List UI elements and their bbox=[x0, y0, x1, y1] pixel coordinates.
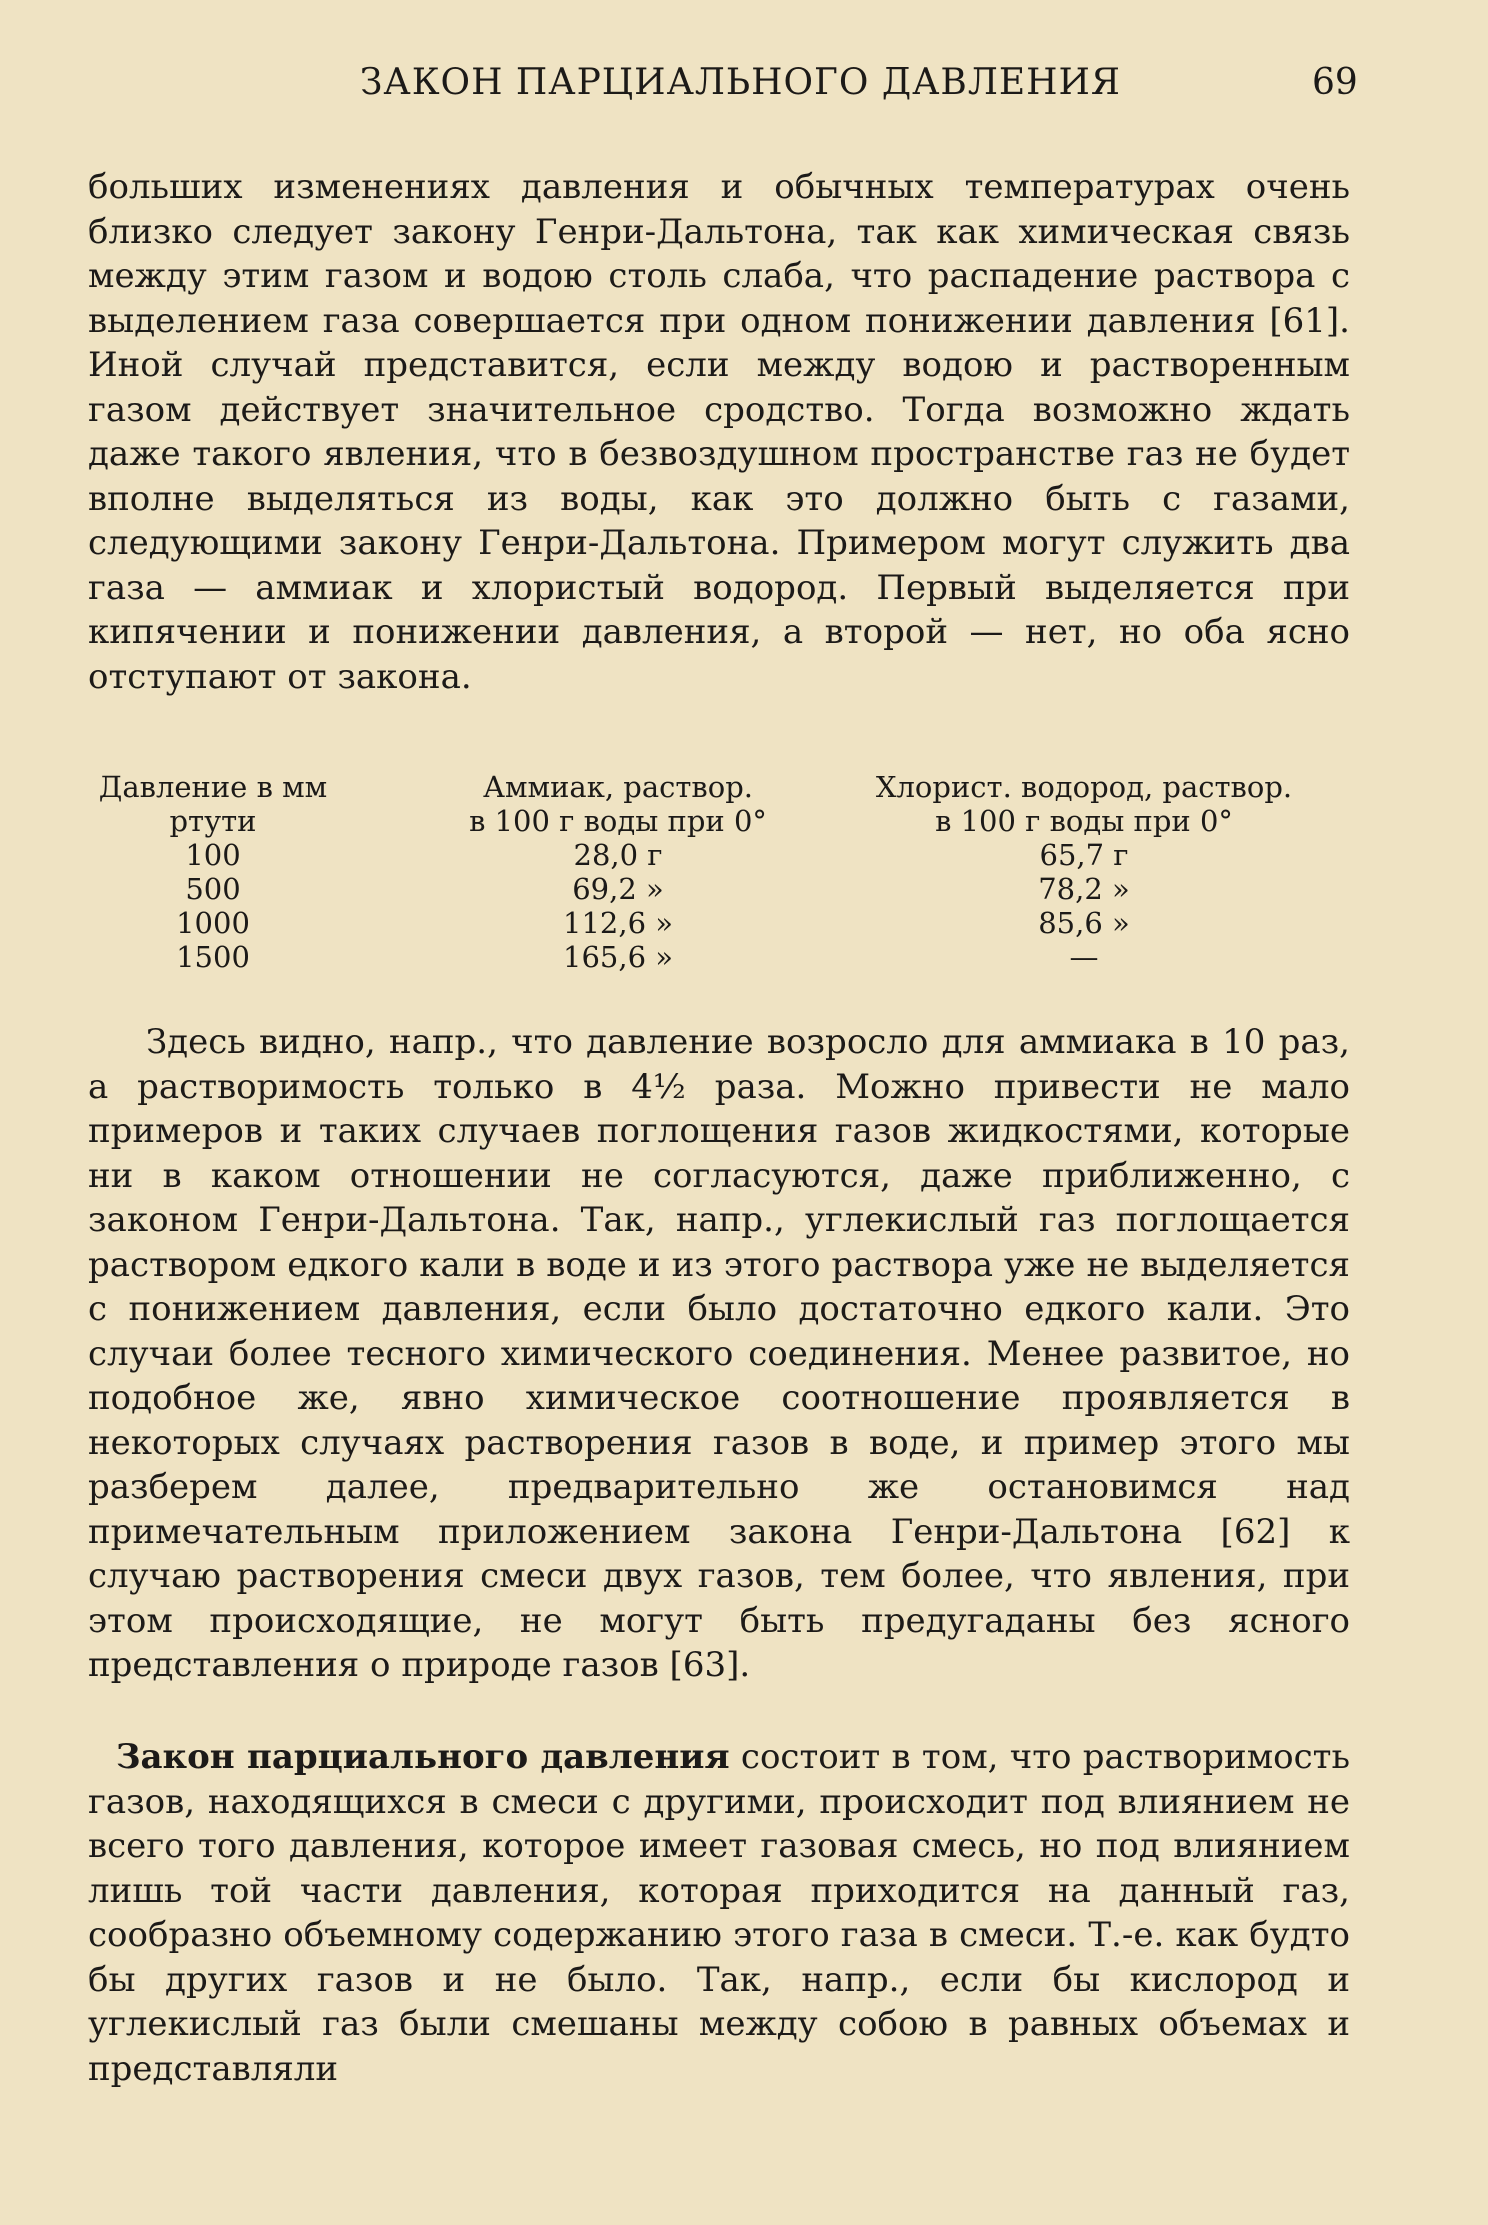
pressure-cell: 100 bbox=[185, 838, 241, 872]
column-header-ammonia: Аммиак, раствор. в 100 г воды при 0° bbox=[469, 770, 767, 838]
paragraph-3-text: состоит в том, что растворимость газов, находящихся в смеси с другими, происходит под влиянием не всего того давления, которое имеет газовая смесь, но под влиянием лишь той части давления, которая приходится на данный газ, сообразно объемному содержанию этого газа в смеси. Т.-е. как будто бы других газов и не было. Так, напр., если бы кислород и углекислый газ были смешаны между собою в равных объемах и представляли bbox=[88, 1737, 1350, 2089]
term-heading: Закон парциального давления bbox=[116, 1737, 730, 1777]
ammonia-cell: 28,0 г bbox=[573, 838, 663, 872]
table-row bbox=[88, 940, 1350, 974]
pressure-cell: 500 bbox=[185, 872, 241, 906]
hydrogen-chloride-cell: 85,6 » bbox=[1038, 906, 1130, 940]
table-header-row bbox=[88, 770, 1350, 838]
running-header bbox=[0, 62, 1488, 122]
pressure-cell: 1000 bbox=[176, 906, 250, 940]
column-header-hydrogen-chloride: Хлорист. водород, раствор. в 100 г воды при 0° bbox=[875, 770, 1293, 838]
table-row bbox=[88, 838, 1350, 872]
ammonia-cell: 165,6 » bbox=[563, 940, 673, 974]
paragraph-1: больших изменениях давления и обычных температурах очень близко следует закону Генри-Дальтона, так как химическая связь между этим газом и водою столь слаба, что распадение раствора с выделением газа совершается при одном понижении давления [61]. Иной случай представится, если между водою и растворенным газом действует значительное сродство. Тогда возможно ждать даже такого явления, что в безвоздушном пространстве газ не будет вполне выделяться из воды, как это должно быть с газами, следующими закону Генри-Дальтона. Примером могут служить два газа — аммиак и хлористый водород. Первый выделяется при кипячении и понижении давления, а второй — нет, но оба ясно отступают от закона. bbox=[88, 167, 1350, 697]
hydrogen-chloride-cell: 65,7 г bbox=[1039, 838, 1129, 872]
page-number: 69 bbox=[1312, 62, 1358, 103]
paragraph-2: Здесь видно, напр., что давление возросло для аммиака в 10 раз, а растворимость только в 4½ раза. Можно привести не мало примеров и таких случаев поглощения газов жидкостями, которые ни в каком отношении не согласуются, даже приближенно, с законом Генри-Дальтона. Так, напр., углекислый газ поглощается раствором едкого кали в воде и из этого раствора уже не выделяется с понижением давления, если было достаточно едкого кали. Это случаи более тесного химического соединения. Менее развитое, но подобное же, явно химическое соотношение проявляется в некоторых случаях растворения газов в воде, и пример этого мы разберем далее, предварительно же остановимся над примечательным приложением закона Генри-Дальтона [62] к случаю растворения смеси двух газов, тем более, что явления, при этом происходящие, не могут быть предугаданы без ясного представления о природе газов [63]. bbox=[88, 1022, 1350, 1685]
pressure-cell: 1500 bbox=[176, 940, 250, 974]
paragraph-3 bbox=[88, 1735, 1350, 2091]
column-header-pressure: Давление в мм ртути bbox=[98, 770, 328, 838]
chapter-title: ЗАКОН ПАРЦИАЛЬНОГО ДАВЛЕНИЯ bbox=[360, 62, 1122, 103]
table-row bbox=[88, 872, 1350, 906]
solubility-table bbox=[88, 770, 1350, 974]
hydrogen-chloride-cell: — bbox=[1069, 940, 1099, 974]
ammonia-cell: 112,6 » bbox=[563, 906, 673, 940]
ammonia-cell: 69,2 » bbox=[572, 872, 664, 906]
table-row bbox=[88, 906, 1350, 940]
hydrogen-chloride-cell: 78,2 » bbox=[1038, 872, 1130, 906]
